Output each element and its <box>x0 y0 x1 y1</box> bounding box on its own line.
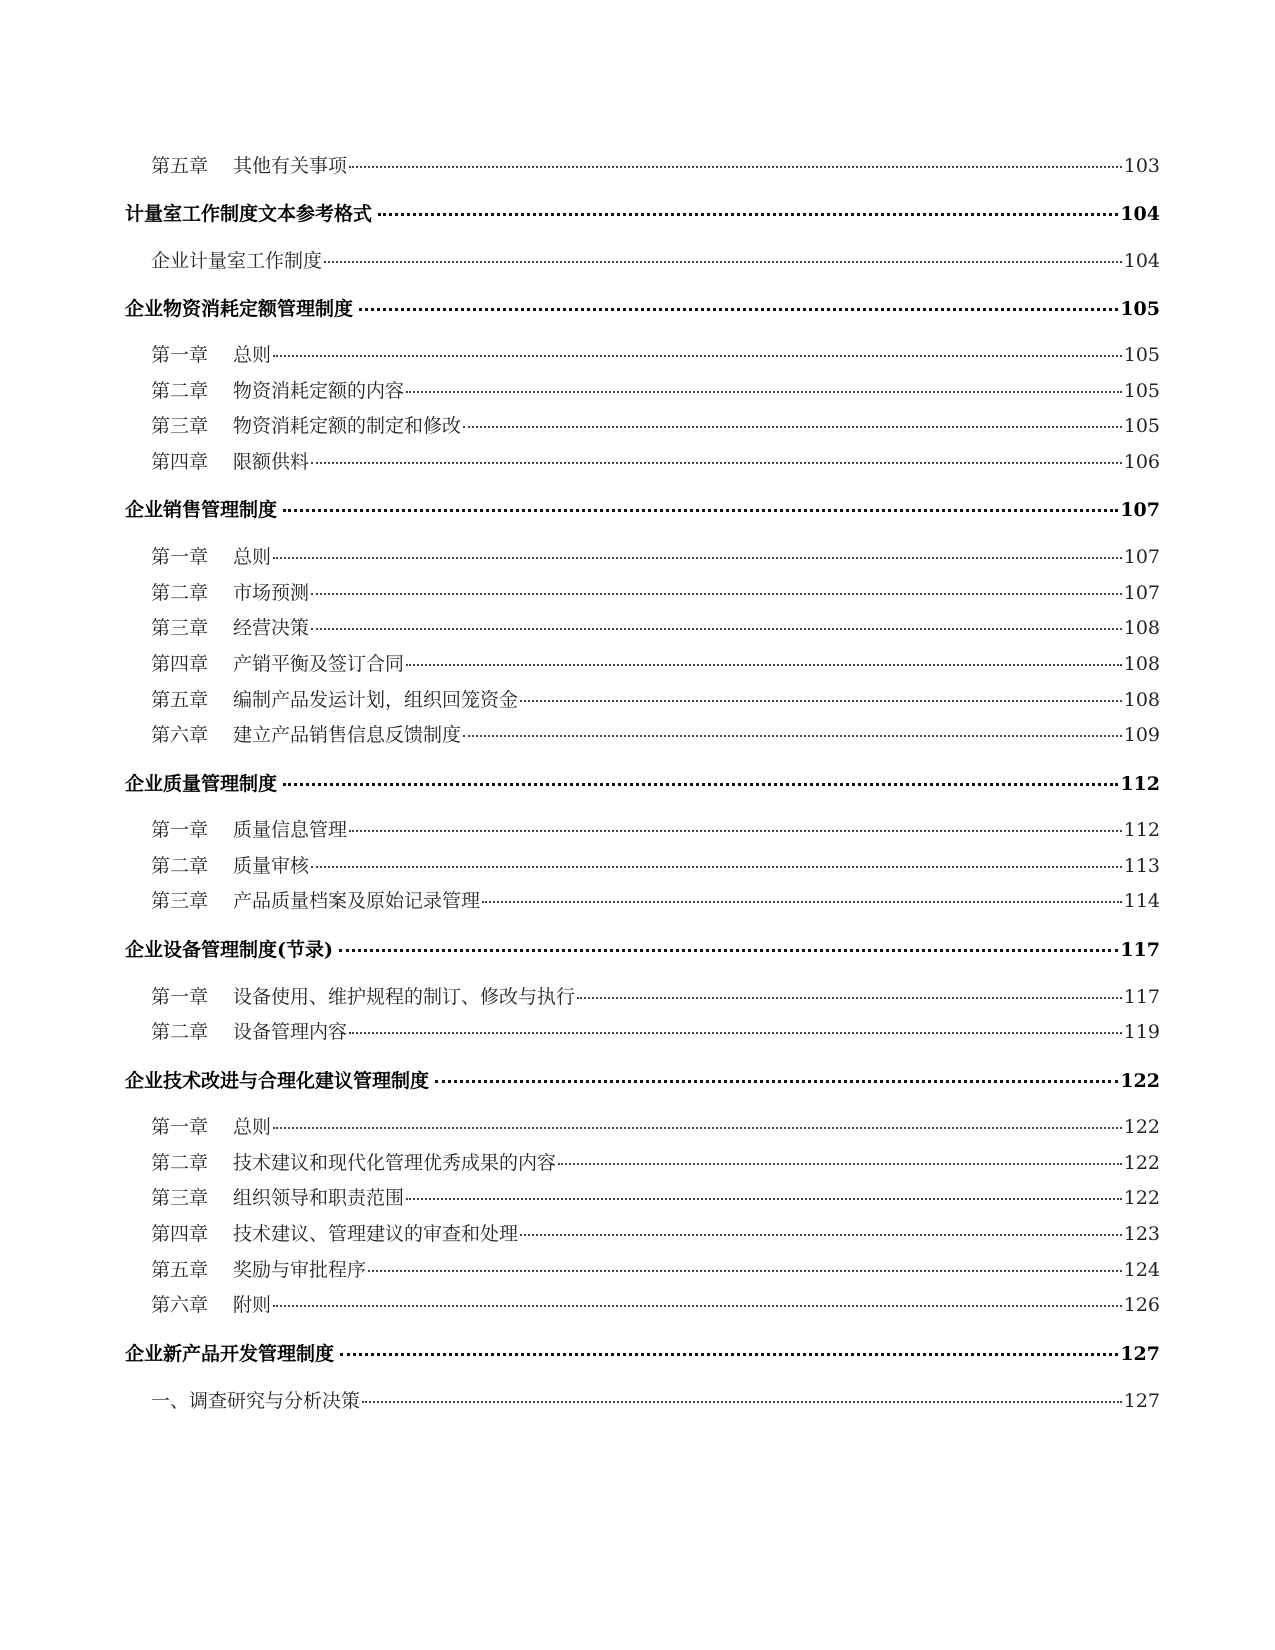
toc-chapter-number: 第一章 <box>151 986 209 1008</box>
toc-section-entry[interactable] <box>125 768 1160 798</box>
toc-chapter-entry[interactable] <box>151 246 1160 276</box>
dot-leader <box>362 1382 1122 1403</box>
toc-page-number: 112 <box>1123 819 1160 841</box>
dot-leader <box>324 242 1122 263</box>
toc-entry-title: 组织领导和职责范围 <box>233 1187 405 1209</box>
toc-section-entry[interactable] <box>125 934 1160 964</box>
toc-chapter-number: 第二章 <box>151 1152 209 1174</box>
toc-page-number: 104 <box>1120 203 1160 225</box>
dot-leader <box>349 147 1122 168</box>
toc-chapter-number: 第二章 <box>151 380 209 402</box>
toc-page-number: 105 <box>1123 380 1160 402</box>
toc-chapter-number: 第四章 <box>151 653 209 675</box>
dot-leader <box>311 443 1122 464</box>
toc-page-number: 112 <box>1120 773 1160 795</box>
dot-leader <box>283 490 1118 512</box>
dot-leader <box>463 716 1122 737</box>
dot-leader <box>359 289 1118 311</box>
toc-chapter-number: 第二章 <box>151 855 209 877</box>
dot-leader <box>406 1179 1122 1200</box>
toc-entry-title: 企业计量室工作制度 <box>151 250 323 272</box>
toc-chapter-entry[interactable] <box>151 982 1160 1012</box>
toc-chapter-entry[interactable] <box>151 1386 1160 1416</box>
toc-chapter-entry[interactable] <box>151 1255 1160 1285</box>
toc-entry-title: 物资消耗定额的制定和修改 <box>233 415 462 437</box>
toc-chapter-entry[interactable] <box>151 411 1160 441</box>
toc-page-number: 126 <box>1123 1294 1160 1316</box>
dot-leader <box>368 1251 1122 1272</box>
toc-entry-title: 经营决策 <box>233 617 310 639</box>
toc-page-number: 107 <box>1123 546 1160 568</box>
toc-section-entry[interactable] <box>125 1065 1160 1095</box>
toc-page-number: 113 <box>1123 855 1160 877</box>
toc-entry-title: 建立产品销售信息反馈制度 <box>233 724 462 746</box>
toc-entry-title: 企业技术改进与合理化建议管理制度 <box>125 1070 430 1092</box>
dot-leader <box>406 645 1122 666</box>
toc-chapter-entry[interactable] <box>151 1148 1160 1178</box>
toc-entry-title: 企业新产品开发管理制度 <box>125 1343 335 1365</box>
toc-chapter-entry[interactable] <box>151 340 1160 370</box>
toc-chapter-number: 第一章 <box>151 819 209 841</box>
toc-entry-title: 总则 <box>233 344 272 366</box>
dot-leader <box>283 764 1118 786</box>
toc-chapter-number: 第四章 <box>151 1223 209 1245</box>
toc-chapter-entry[interactable] <box>151 376 1160 406</box>
toc-entry-title: 产品质量档案及原始记录管理 <box>233 890 481 912</box>
toc-entry-title: 限额供料 <box>233 451 310 473</box>
dot-leader <box>349 811 1122 832</box>
toc-entry-title: 设备管理内容 <box>233 1021 348 1043</box>
toc-page-number: 117 <box>1120 939 1160 961</box>
toc-page-number: 114 <box>1123 890 1160 912</box>
toc-entry-title: 技术建议、管理建议的审查和处理 <box>233 1223 519 1245</box>
toc-page-number: 105 <box>1123 344 1160 366</box>
toc-entry-title: 企业销售管理制度 <box>125 499 278 521</box>
toc-chapter-entry[interactable] <box>151 1112 1160 1142</box>
toc-entry-title: 技术建议和现代化管理优秀成果的内容 <box>233 1152 557 1174</box>
toc-chapter-number: 第五章 <box>151 1259 209 1281</box>
dot-leader <box>339 930 1118 952</box>
toc-page-number: 127 <box>1120 1343 1160 1365</box>
toc-page-number: 107 <box>1120 499 1160 521</box>
toc-chapter-number: 第五章 <box>151 689 209 711</box>
toc-chapter-entry[interactable] <box>151 151 1160 181</box>
toc-page-number: 117 <box>1123 986 1160 1008</box>
dot-leader <box>482 882 1122 903</box>
toc-section-entry[interactable] <box>125 1338 1160 1368</box>
dot-leader <box>435 1061 1118 1083</box>
toc-chapter-number: 第五章 <box>151 155 209 177</box>
toc-page-number: 127 <box>1123 1390 1160 1412</box>
toc-page-number: 109 <box>1123 724 1160 746</box>
toc-page-number: 122 <box>1123 1152 1160 1174</box>
toc-chapter-number: 第三章 <box>151 890 209 912</box>
toc-page-number: 123 <box>1123 1223 1160 1245</box>
toc-page-number: 124 <box>1123 1259 1160 1281</box>
toc-chapter-entry[interactable] <box>151 685 1160 715</box>
toc-section-entry[interactable] <box>125 494 1160 524</box>
dot-leader <box>311 847 1122 868</box>
toc-chapter-entry[interactable] <box>151 447 1160 477</box>
toc-chapter-entry[interactable] <box>151 578 1160 608</box>
dot-leader <box>520 681 1122 702</box>
dot-leader <box>273 1286 1122 1307</box>
toc-chapter-entry[interactable] <box>151 613 1160 643</box>
toc-chapter-entry[interactable] <box>151 542 1160 572</box>
toc-entry-title: 计量室工作制度文本参考格式 <box>125 203 373 225</box>
toc-page-number: 105 <box>1123 415 1160 437</box>
toc-chapter-entry[interactable] <box>151 1017 1160 1047</box>
toc-entry-title: 产销平衡及签订合同 <box>233 653 405 675</box>
toc-entry-title: 企业设备管理制度(节录) <box>125 939 333 961</box>
toc-entry-title: 总则 <box>233 1116 272 1138</box>
toc-page-number: 104 <box>1123 250 1160 272</box>
dot-leader <box>558 1144 1122 1165</box>
toc-page-number: 108 <box>1123 689 1160 711</box>
toc-chapter-number: 第一章 <box>151 546 209 568</box>
toc-page-number: 103 <box>1123 155 1160 177</box>
toc-chapter-entry[interactable] <box>151 1219 1160 1249</box>
toc-entry-title: 企业物资消耗定额管理制度 <box>125 298 354 320</box>
toc-chapter-entry[interactable] <box>151 649 1160 679</box>
toc-page-number: 122 <box>1120 1070 1160 1092</box>
dot-leader <box>463 407 1122 428</box>
toc-page-number: 122 <box>1123 1187 1160 1209</box>
dot-leader <box>520 1215 1122 1236</box>
toc-chapter-number: 第六章 <box>151 1294 209 1316</box>
toc-entry-title: 一、调查研究与分析决策 <box>151 1390 361 1412</box>
toc-page-number: 106 <box>1123 451 1160 473</box>
toc-section-entry[interactable] <box>125 293 1160 323</box>
toc-chapter-entry[interactable] <box>151 851 1160 881</box>
dot-leader <box>273 538 1122 559</box>
toc-chapter-entry[interactable] <box>151 886 1160 916</box>
toc-page-number: 105 <box>1120 298 1160 320</box>
toc-entry-title: 编制产品发运计划，组织回笼资金 <box>233 689 519 711</box>
toc-chapter-number: 第二章 <box>151 1021 209 1043</box>
toc-chapter-number: 第三章 <box>151 415 209 437</box>
dot-leader <box>340 1334 1118 1356</box>
toc-entry-title: 质量审核 <box>233 855 310 877</box>
toc-entry-title: 其他有关事项 <box>233 155 348 177</box>
toc-entry-title: 市场预测 <box>233 582 310 604</box>
toc-chapter-entry[interactable] <box>151 815 1160 845</box>
toc-page-number: 108 <box>1123 617 1160 639</box>
dot-leader <box>349 1013 1122 1034</box>
toc-entry-title: 总则 <box>233 546 272 568</box>
toc-chapter-number: 第二章 <box>151 582 209 604</box>
toc-chapter-entry[interactable] <box>151 1183 1160 1213</box>
dot-leader <box>378 194 1118 216</box>
toc-entry-title: 设备使用、维护规程的制订、修改与执行 <box>233 986 576 1008</box>
toc-chapter-number: 第四章 <box>151 451 209 473</box>
toc-page-number: 108 <box>1123 653 1160 675</box>
toc-chapter-entry[interactable] <box>151 720 1160 750</box>
toc-chapter-number: 第一章 <box>151 344 209 366</box>
dot-leader <box>311 574 1122 595</box>
toc-chapter-number: 第三章 <box>151 617 209 639</box>
dot-leader <box>273 336 1122 357</box>
toc-section-entry[interactable] <box>125 198 1160 228</box>
dot-leader <box>311 609 1122 630</box>
toc-entry-title: 物资消耗定额的内容 <box>233 380 405 402</box>
toc-chapter-entry[interactable] <box>151 1290 1160 1320</box>
toc-page-number: 107 <box>1123 582 1160 604</box>
toc-page-number: 119 <box>1123 1021 1160 1043</box>
toc-page-number: 122 <box>1123 1116 1160 1138</box>
toc-chapter-number: 第六章 <box>151 724 209 746</box>
toc-entry-title: 企业质量管理制度 <box>125 773 278 795</box>
toc-chapter-number: 第三章 <box>151 1187 209 1209</box>
toc-entry-title: 质量信息管理 <box>233 819 348 841</box>
dot-leader <box>406 372 1122 393</box>
toc-entry-title: 奖励与审批程序 <box>233 1259 367 1281</box>
toc-entry-title: 附则 <box>233 1294 272 1316</box>
dot-leader <box>577 978 1122 999</box>
toc-chapter-number: 第一章 <box>151 1116 209 1138</box>
dot-leader <box>273 1108 1122 1129</box>
